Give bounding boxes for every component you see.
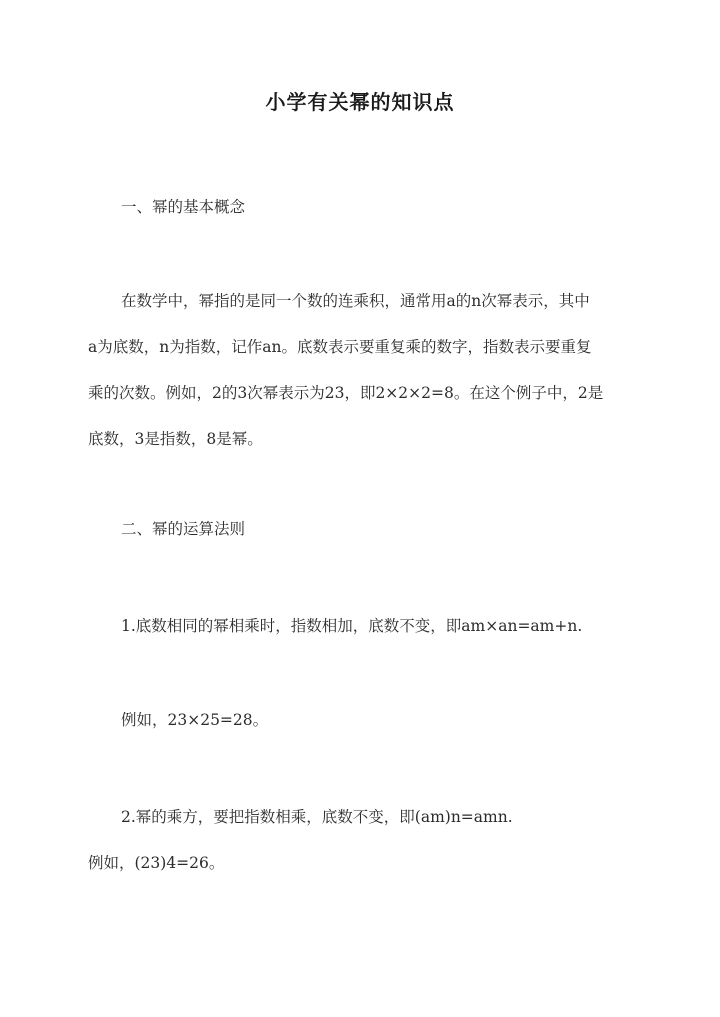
rule-2-example: 例如，(23)4=26。: [88, 854, 225, 872]
paragraph-line: 底数，3是指数，8是幂。: [88, 430, 263, 448]
paragraph-line: 乘的次数。例如，2的3次幂表示为23，即2×2×2=8。在这个例子中，2是: [88, 384, 604, 402]
document-title: 小学有关幂的知识点: [265, 90, 455, 114]
rule-1-example: 例如，23×25=28。: [121, 711, 269, 729]
paragraph-line: 在数学中，幂指的是同一个数的连乘积，通常用a的n次幂表示，其中: [121, 292, 590, 310]
rule-2-text: 2.幂的乘方，要把指数相乘，底数不变，即(am)n=amn.: [121, 808, 513, 826]
section-heading-basic-concept: 一、幂的基本概念: [121, 198, 246, 216]
section-heading-operation-rules: 二、幂的运算法则: [121, 520, 246, 538]
rule-1-text: 1.底数相同的幂相乘时，指数相加，底数不变，即am×an=am+n.: [121, 617, 583, 635]
paragraph-basic-concept: [88, 291, 633, 475]
paragraph-line: a为底数，n为指数，记作an。底数表示要重复乘的数字，指数表示要重复: [88, 338, 592, 356]
